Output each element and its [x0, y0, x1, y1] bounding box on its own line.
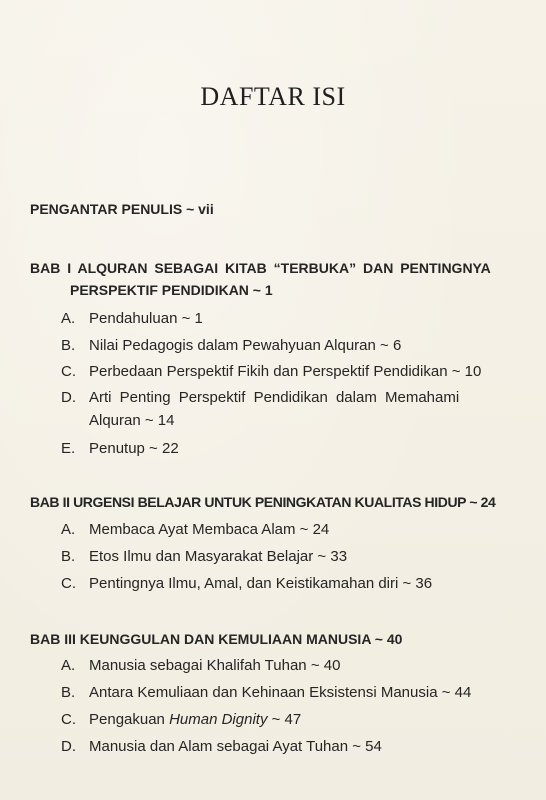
toc-item-letter: D.: [61, 738, 76, 755]
toc-item-letter: B.: [61, 337, 76, 354]
toc-item-text-italic: Human Dignity: [169, 711, 268, 728]
toc-item-letter: C.: [61, 575, 76, 592]
toc-item-text-continuation: Alquran ~ 14: [89, 412, 175, 429]
chapter-1-heading-line-2: PERSPEKTIF PENDIDIKAN ~ 1: [70, 282, 273, 298]
toc-item-text: Nilai Pedagogis dalam Pewahyuan Alquran ~ 6: [89, 337, 402, 354]
toc-item-letter: A.: [61, 521, 76, 538]
toc-item-text: Arti Penting Perspektif Pendidikan dalam Memahami: [89, 389, 460, 406]
chapter-1-heading-line-1: BAB I ALQURAN SEBAGAI KITAB “TERBUKA” DAN PENTINGNYA: [30, 260, 491, 276]
toc-item-letter: C.: [61, 711, 76, 728]
toc-item-text: Perbedaan Perspektif Fikih dan Perspektif Pendidikan ~ 10: [89, 363, 482, 380]
toc-item-text-suffix: ~ 47: [267, 711, 302, 728]
toc-item-letter: A.: [61, 310, 76, 327]
toc-item-text: Membaca Ayat Membaca Alam ~ 24: [89, 521, 330, 538]
toc-item-text-prefix: Pengakuan: [89, 711, 170, 728]
chapter-2-heading: BAB II URGENSI BELAJAR UNTUK PENINGKATAN KUALITAS HIDUP ~ 24: [30, 494, 496, 510]
toc-item-text: Antara Kemuliaan dan Kehinaan Eksistensi Manusia ~ 44: [89, 684, 472, 701]
page-title: DAFTAR ISI: [200, 82, 346, 111]
toc-item-text: Pendahuluan ~ 1: [89, 310, 203, 327]
toc-item-text: Manusia dan Alam sebagai Ayat Tuhan ~ 54: [89, 738, 382, 755]
preface-entry: PENGANTAR PENULIS ~ vii: [30, 201, 214, 217]
toc-item-letter: D.: [61, 389, 76, 406]
toc-item-text: [89, 710, 301, 730]
toc-item-letter: B.: [61, 548, 76, 565]
toc-item-letter: C.: [61, 363, 76, 380]
toc-item-letter: B.: [61, 684, 76, 701]
toc-item-text: Etos Ilmu dan Masyarakat Belajar ~ 33: [89, 548, 348, 565]
toc-item-letter: A.: [61, 657, 76, 674]
toc-item-text: Penutup ~ 22: [89, 440, 179, 457]
chapter-3-heading: BAB III KEUNGGULAN DAN KEMULIAAN MANUSIA ~ 40: [30, 631, 403, 647]
toc-item-text: Pentingnya Ilmu, Amal, dan Keistikamahan diri ~ 36: [89, 575, 433, 592]
toc-item-letter: E.: [61, 440, 76, 457]
toc-item-text: Manusia sebagai Khalifah Tuhan ~ 40: [89, 657, 341, 674]
